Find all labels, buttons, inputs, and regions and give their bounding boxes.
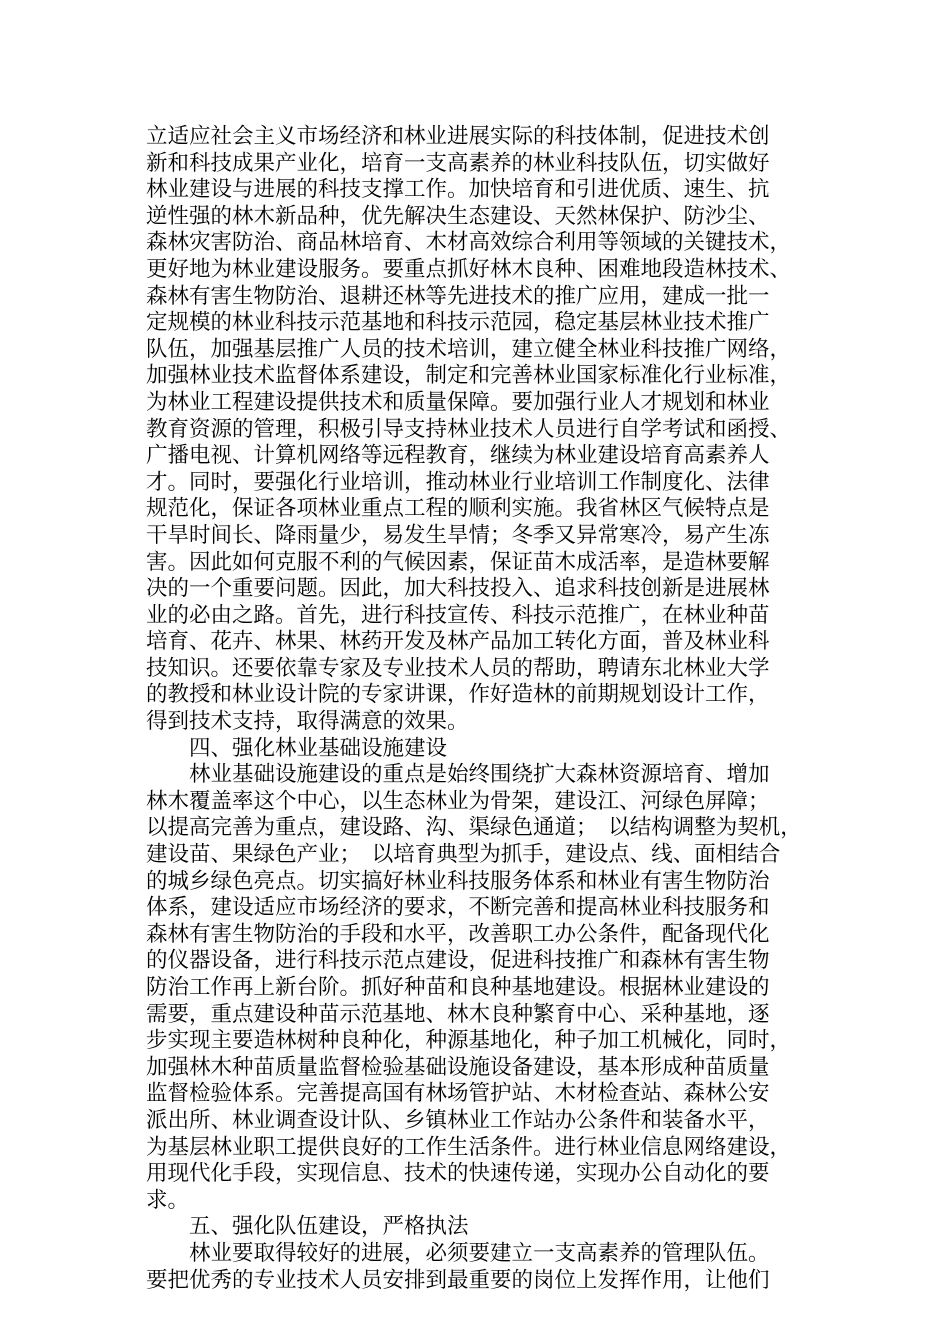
text-line: 森林有害生物防治的手段和水平，改善职工办公条件，配备现代化	[146, 921, 770, 947]
text-line: 规范化，保证各项林业重点工程的顺利实施。我省林区气候特点是	[146, 496, 770, 522]
text-line: 技知识。还要依靠专家及专业技术人员的帮助，聘请东北林业大学	[146, 655, 770, 681]
text-line: 森林灾害防治、商品林培育、木材高效综合利用等领域的关键技术，	[146, 230, 792, 256]
text-line: 林木覆盖率这个中心，以生态林业为骨架，建设江、河绿色屏障；	[146, 788, 770, 814]
text-line: 培育、花卉、林果、林药开发及林产品加工转化方面，普及林业科	[146, 629, 770, 655]
text-line: 干旱时间长、降雨量少，易发生旱情；冬季又异常寒冷，易产生冻	[146, 522, 770, 548]
text-line: 要把优秀的专业技术人员安排到最重要的岗位上发挥作用，让他们	[146, 1267, 770, 1293]
text-line: 用现代化手段，实现信息、技术的快速传递，实现办公自动化的要	[146, 1161, 770, 1187]
text-line: 新和科技成果产业化，培育一支高素养的林业科技队伍，切实做好	[146, 150, 770, 176]
text-line: 得到技术支持，取得满意的效果。	[146, 709, 469, 735]
text-line: 为基层林业职工提供良好的工作生活条件。进行林业信息网络建设，	[146, 1134, 792, 1160]
text-line: 监督检验体系。完善提高国有林场管护站、木材检查站、森林公安	[146, 1081, 770, 1107]
text-line: 四、强化林业基础设施建设	[146, 735, 448, 761]
text-line: 林业基础设施建设的重点是始终围绕扩大森林资源培育、增加	[146, 762, 770, 788]
text-line: 求。	[146, 1187, 190, 1213]
text-line: 派出所、林业调查设计队、乡镇林业工作站办公条件和装备水平，	[146, 1107, 770, 1133]
text-line: 防治工作再上新台阶。抓好种苗和良种基地建设。根据林业建设的	[146, 975, 770, 1000]
text-line: 需要，重点建设种苗示范基地、林木良种繁育中心、采种基地，逐	[146, 1001, 770, 1027]
text-line: 立适应社会主义市场经济和林业进展实际的科技体制，促进技术创	[146, 124, 770, 149]
text-line: 步实现主要造林树种良种化，种源基地化，种子加工机械化，同时，	[146, 1028, 792, 1054]
text-line: 建设苗、果绿色产业； 以培育典型为抓手，建设点、线、面相结合	[146, 842, 781, 868]
text-line: 体系，建设适应市场经济的要求，不断完善和提高林业科技服务和	[146, 895, 770, 921]
text-line: 害。因此如何克服不利的气候因素，保证苗木成活率，是造林要解	[146, 549, 770, 575]
text-line: 广播电视、计算机网络等远程教育，继续为林业建设培育高素养人	[146, 443, 770, 469]
text-line: 林业建设与进展的科技支撑工作。加快培育和引进优质、速生、抗	[146, 177, 770, 203]
text-line: 的城乡绿色亮点。切实搞好林业科技服务体系和林业有害生物防治	[146, 868, 770, 894]
text-line: 以提高完善为重点，建设路、沟、渠绿色通道； 以结构调整为契机，	[146, 815, 802, 841]
text-line: 森林有害生物防治、退耕还林等先进技术的推广应用，建成一批一	[146, 283, 770, 309]
text-line: 五、强化队伍建设，严格执法	[146, 1214, 469, 1240]
text-line: 林业要取得较好的进展，必须要建立一支高素养的管理队伍。	[146, 1240, 770, 1266]
text-line: 加强林业技术监督体系建设，制定和完善林业国家标准化行业标准，	[146, 363, 792, 389]
text-line: 更好地为林业建设服务。要重点抓好林木良种、困难地段造林技术、	[146, 256, 792, 282]
text-line: 教育资源的管理，积极引导支持林业技术人员进行自学考试和函授、	[146, 416, 792, 442]
text-line: 才。同时，要强化行业培训，推动林业行业培训工作制度化、法律	[146, 469, 770, 495]
text-line: 定规模的林业科技示范基地和科技示范园，稳定基层林业技术推广	[146, 310, 770, 336]
text-line: 逆性强的林木新品种，优先解决生态建设、天然林保护、防沙尘、	[146, 203, 770, 229]
text-line: 业的必由之路。首先，进行科技宣传、科技示范推广，在林业种苗	[146, 602, 770, 628]
text-line: 队伍，加强基层推广人员的技术培训，建立健全林业科技推广网络，	[146, 336, 792, 362]
text-line: 的教授和林业设计院的专家讲课，作好造林的前期规划设计工作，	[146, 682, 770, 708]
text-line: 的仪器设备，进行科技示范点建设，促进科技推广和森林有害生物	[146, 948, 770, 974]
text-line: 决的一个重要问题。因此，加大科技投入、追求科技创新是进展林	[146, 576, 770, 602]
text-line: 加强林木种苗质量监督检验基础设施设备建设，基本形成种苗质量	[146, 1054, 770, 1080]
document-page	[146, 124, 814, 1294]
text-line: 为林业工程建设提供技术和质量保障。要加强行业人才规划和林业	[146, 389, 770, 415]
